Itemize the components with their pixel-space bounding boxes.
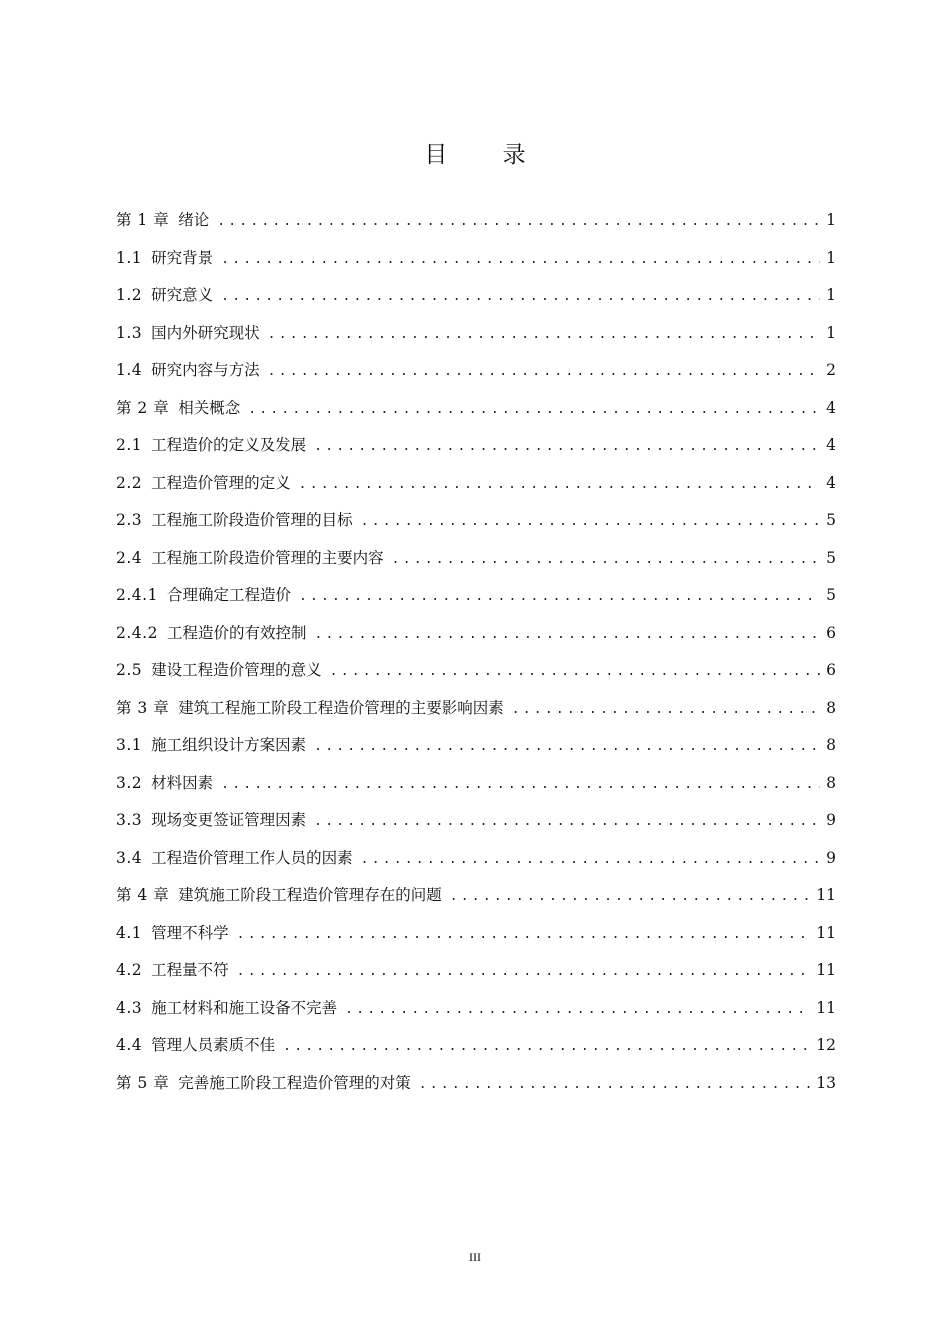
toc-entry[interactable] [116, 427, 836, 465]
toc-dot-leader [314, 616, 820, 654]
toc-dot-leader [392, 541, 820, 579]
toc-entry-number: 2.2 [116, 473, 143, 492]
toc-entry-page: 4 [826, 436, 836, 454]
toc-entry[interactable] [116, 877, 836, 915]
toc-entry[interactable] [116, 952, 836, 990]
toc-entry-title: 管理人员素质不佳 [151, 1036, 276, 1054]
toc-entry[interactable] [116, 202, 836, 240]
toc-entry-title: 建筑施工阶段工程造价管理存在的问题 [178, 886, 442, 904]
toc-entry-number: 2.4.2 [116, 623, 158, 642]
toc-entry[interactable] [116, 840, 836, 878]
toc-dot-leader [268, 316, 820, 354]
toc-dot-leader [419, 1066, 811, 1104]
toc-entry-title: 材料因素 [151, 773, 214, 792]
toc-entry-page: 5 [826, 586, 836, 604]
page-number: III [469, 1250, 481, 1264]
toc-entry[interactable] [116, 915, 836, 953]
toc-entry-title: 现场变更签证管理因素 [151, 811, 307, 829]
toc-entry[interactable] [116, 1065, 836, 1103]
toc-entry[interactable] [116, 277, 836, 315]
toc-entry-number: 2.5 [116, 661, 143, 679]
toc-entry-number: 第 5 章 [116, 1073, 170, 1092]
toc-entry-page: 11 [816, 886, 836, 904]
toc-entry[interactable] [116, 990, 836, 1028]
toc-entry-title: 研究背景 [151, 248, 214, 267]
toc-entry-number: 1.3 [116, 323, 143, 342]
toc-entry[interactable] [116, 240, 836, 278]
toc-entry[interactable] [116, 802, 836, 840]
toc-entry-number: 1.2 [116, 286, 143, 304]
toc-entry[interactable] [116, 390, 836, 428]
toc-dot-leader [314, 803, 820, 841]
toc-entry[interactable] [116, 577, 836, 615]
toc-entry-title: 研究意义 [151, 286, 214, 304]
toc-entry-page: 1 [826, 286, 836, 304]
toc-dot-leader [361, 503, 820, 541]
toc-entry-title: 合理确定工程造价 [166, 586, 291, 604]
toc-entry[interactable] [116, 1027, 836, 1065]
toc-entry-number: 3.2 [116, 773, 143, 792]
toc-entry-number: 3.3 [116, 811, 143, 829]
toc-entry[interactable] [116, 727, 836, 765]
toc-entry-page: 11 [816, 998, 836, 1017]
toc-entry-number: 3.1 [116, 736, 143, 754]
toc-entry[interactable] [116, 652, 836, 690]
toc-entry-title: 相关概念 [178, 398, 241, 417]
toc-entry-number: 2.4.1 [116, 586, 158, 604]
toc-entry[interactable] [116, 540, 836, 578]
toc-dot-leader [361, 841, 820, 879]
toc-entry-page: 2 [826, 361, 836, 379]
toc-dot-leader [512, 691, 820, 729]
toc-entry-page: 1 [826, 211, 836, 229]
toc-entry-number: 2.4 [116, 548, 143, 567]
toc-entry-page: 1 [826, 248, 836, 267]
toc-dot-leader [450, 878, 811, 916]
toc-dot-leader [217, 203, 820, 241]
toc-entry-number: 4.2 [116, 961, 143, 979]
toc-entry-title: 施工材料和施工设备不完善 [151, 998, 338, 1017]
toc-entry-page: 8 [826, 698, 836, 717]
toc-entry-page: 11 [816, 961, 836, 979]
toc-entry-page: 12 [816, 1036, 836, 1054]
toc-dot-leader [330, 653, 820, 691]
toc-entry-page: 1 [826, 323, 836, 342]
toc-entry-title: 施工组织设计方案因素 [151, 736, 307, 754]
toc-entry-number: 2.1 [116, 436, 143, 454]
toc-entry-number: 1.4 [116, 361, 143, 379]
toc-entry-title: 研究内容与方法 [151, 361, 260, 379]
toc-dot-leader [237, 916, 811, 954]
toc-dot-leader [345, 991, 810, 1029]
toc-entry-page: 6 [826, 623, 836, 642]
toc-entry-page: 4 [826, 473, 836, 492]
toc-dot-leader [299, 466, 820, 504]
toc-entry-title: 建筑工程施工阶段工程造价管理的主要影响因素 [178, 698, 504, 717]
toc-entry-number: 第 2 章 [116, 398, 170, 417]
toc-entry-page: 5 [826, 511, 836, 529]
toc-entry-number: 第 3 章 [116, 698, 170, 717]
toc-entry-title: 工程造价管理工作人员的因素 [151, 848, 353, 867]
toc-entry-number: 第 1 章 [116, 211, 170, 229]
page-title: 目 录 [424, 142, 550, 168]
toc-entry-title: 完善施工阶段工程造价管理的对策 [178, 1073, 411, 1092]
toc-entry-title: 工程施工阶段造价管理的主要内容 [151, 548, 384, 567]
toc-entry-page: 8 [826, 773, 836, 792]
toc-entry-title: 工程量不符 [151, 961, 229, 979]
toc-entry-page: 5 [826, 548, 836, 567]
toc-entry-number: 1.1 [116, 248, 143, 267]
toc-dot-leader [283, 1028, 810, 1066]
toc-dot-leader [221, 241, 820, 279]
toc-entry-title: 工程造价管理的定义 [151, 473, 291, 492]
toc-entry-title: 工程施工阶段造价管理的目标 [151, 511, 353, 529]
toc-entry-page: 6 [826, 661, 836, 679]
toc-entry-page: 11 [816, 923, 836, 942]
toc-entry-number: 4.1 [116, 923, 143, 942]
toc-entry-title: 工程造价的有效控制 [166, 623, 307, 642]
toc-entry-title: 工程造价的定义及发展 [151, 436, 307, 454]
toc-entry-number: 2.3 [116, 511, 143, 529]
toc-entry-page: 4 [826, 398, 836, 417]
toc-dot-leader [314, 428, 820, 466]
toc-entry-title: 绪论 [178, 211, 210, 229]
toc-entry-title: 建设工程造价管理的意义 [151, 661, 322, 679]
toc-entry-number: 4.4 [116, 1036, 143, 1054]
toc-dot-leader [248, 391, 820, 429]
toc-dot-leader [299, 578, 820, 616]
toc-entry[interactable] [116, 765, 836, 803]
toc-entry-title: 管理不科学 [151, 923, 229, 942]
toc-entry-page: 9 [826, 848, 836, 867]
toc-dot-leader [237, 953, 811, 991]
toc-entry-page: 13 [816, 1073, 836, 1092]
toc-entry[interactable] [116, 690, 836, 728]
toc-entry[interactable] [116, 315, 836, 353]
toc-entry-title: 国内外研究现状 [151, 323, 260, 342]
toc-entry-number: 第 4 章 [116, 886, 170, 904]
toc-dot-leader [221, 766, 820, 804]
toc-entry[interactable] [116, 465, 836, 503]
toc-entry-number: 4.3 [116, 998, 143, 1017]
toc-entry[interactable] [116, 615, 836, 653]
table-of-contents [116, 202, 836, 1102]
toc-entry-page: 9 [826, 811, 836, 829]
toc-entry-page: 8 [826, 736, 836, 754]
toc-entry[interactable] [116, 352, 836, 390]
toc-entry-number: 3.4 [116, 848, 143, 867]
toc-entry[interactable] [116, 502, 836, 540]
toc-dot-leader [221, 278, 820, 316]
toc-dot-leader [314, 728, 820, 766]
toc-dot-leader [268, 353, 820, 391]
